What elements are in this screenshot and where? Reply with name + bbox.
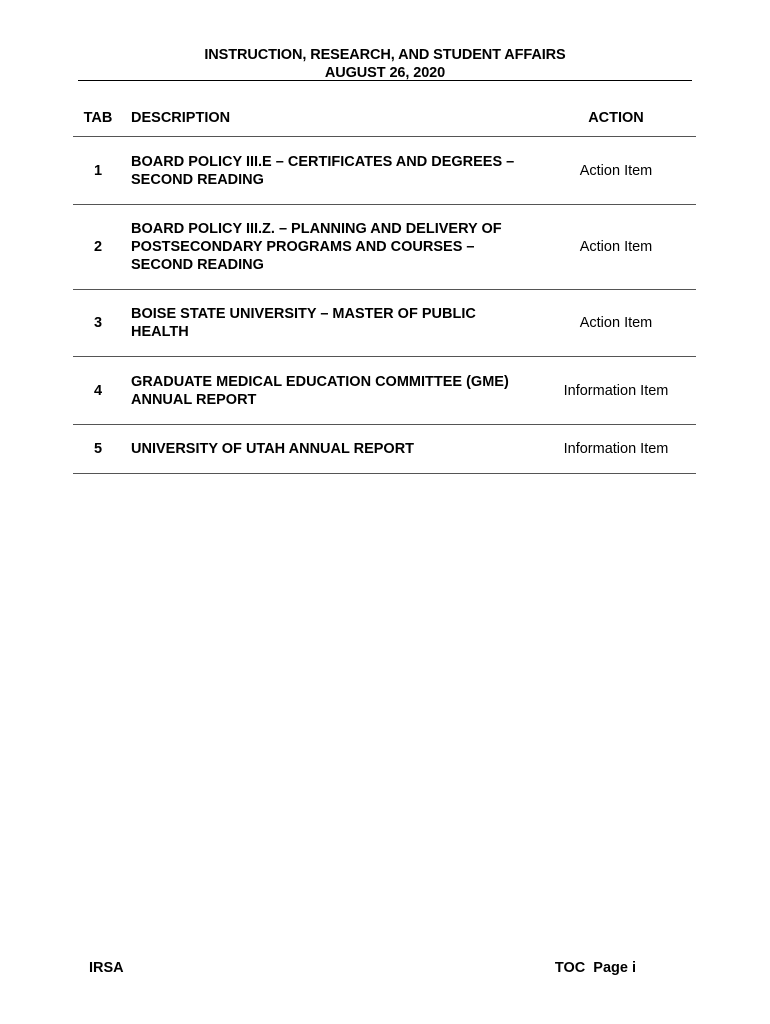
column-header-tab: TAB	[83, 110, 113, 126]
table-row	[73, 357, 696, 425]
tab-number: 3	[93, 315, 103, 331]
action-type: Action Item	[579, 239, 653, 255]
table-row	[73, 290, 696, 357]
item-description: UNIVERSITY OF UTAH ANNUAL REPORT	[131, 441, 415, 457]
table-of-contents	[73, 100, 696, 474]
action-type: Action Item	[579, 162, 653, 179]
meeting-date: AUGUST 26, 2020	[324, 65, 446, 81]
tab-number: 1	[93, 162, 103, 179]
column-header-description: DESCRIPTION	[131, 110, 231, 126]
tab-number: 4	[93, 382, 103, 399]
item-description: BOISE STATE UNIVERSITY – MASTER OF PUBLIC HEALTH	[131, 306, 476, 340]
action-type: Action Item	[579, 315, 653, 331]
footer-section-label: IRSA	[89, 960, 124, 976]
action-type: Information Item	[563, 382, 669, 399]
table-row	[73, 137, 696, 205]
column-header-action: ACTION	[588, 110, 644, 126]
page-header	[78, 46, 692, 82]
item-description: BOARD POLICY III.Z. – PLANNING AND DELIVERY OF POSTSECONDARY PROGRAMS AND COURSES – SECOND READING	[131, 221, 502, 273]
table-row	[73, 425, 696, 474]
item-description: GRADUATE MEDICAL EDUCATION COMMITTEE (GME) ANNUAL REPORT	[131, 373, 509, 408]
action-type: Information Item	[563, 441, 669, 457]
item-description: BOARD POLICY III.E – CERTIFICATES AND DEGREES – SECOND READING	[131, 153, 515, 188]
header-divider	[78, 80, 692, 81]
table-header-row	[73, 100, 696, 137]
tab-number: 2	[93, 239, 103, 255]
page-title: INSTRUCTION, RESEARCH, AND STUDENT AFFAIRS	[204, 47, 566, 63]
footer-page-number: TOC Page i	[554, 960, 636, 976]
tab-number: 5	[93, 441, 103, 457]
table-row	[73, 205, 696, 290]
